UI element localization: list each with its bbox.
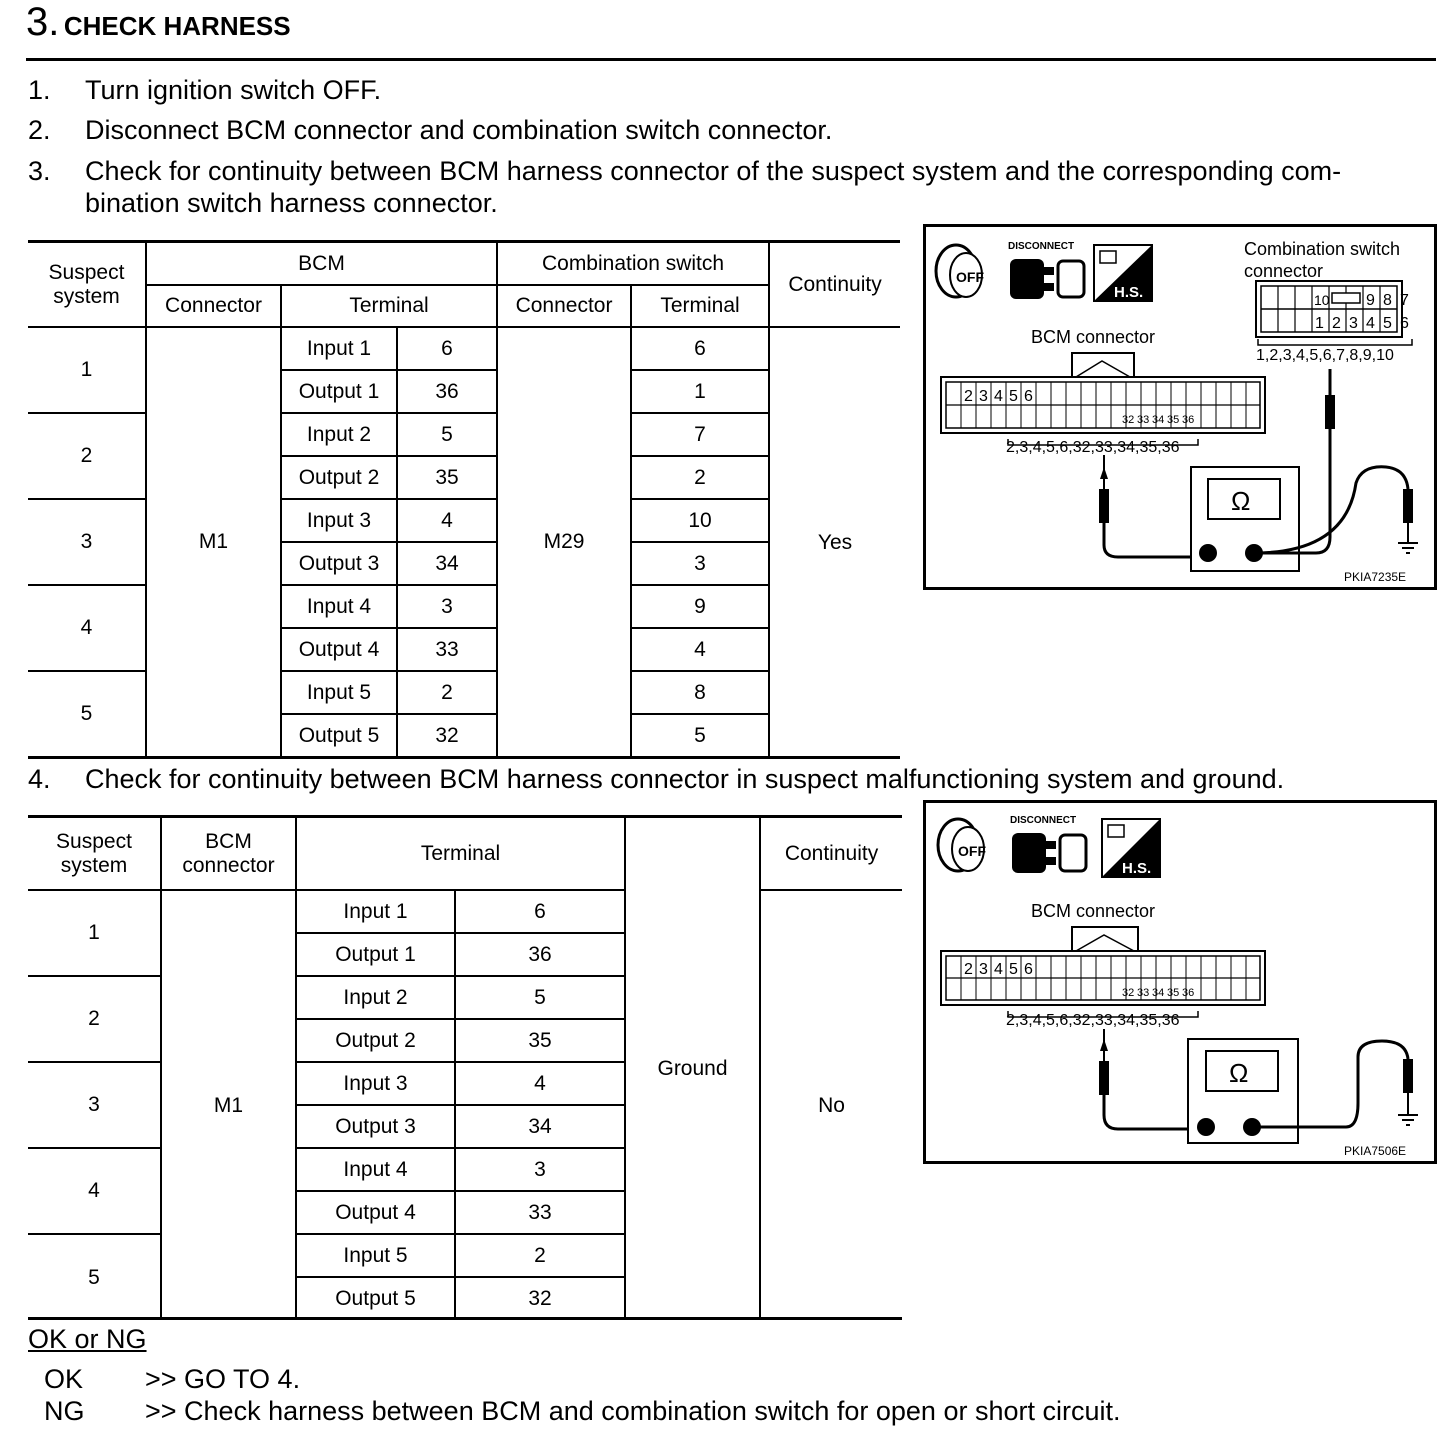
- svg-text:8: 8: [1383, 292, 1392, 309]
- suspect-system-cell: 3: [28, 1062, 161, 1148]
- bcm-connector-label: BCM connector: [1031, 901, 1156, 921]
- combo-terminal: 1: [631, 370, 769, 413]
- svg-text:35: 35: [1167, 414, 1180, 426]
- figure-combination-switch-check: [923, 224, 1437, 590]
- svg-text:4: 4: [994, 961, 1003, 978]
- table1-bottom-rule: [28, 756, 900, 759]
- svg-text:DISCONNECT: DISCONNECT: [1010, 815, 1077, 826]
- terminal-number: 6: [455, 890, 625, 933]
- table-row: [28, 890, 902, 933]
- svg-text:36: 36: [1182, 987, 1195, 999]
- step-text: Disconnect BCM connector and combination switch connector.: [85, 115, 833, 145]
- suspect-system-cell: 2: [28, 976, 161, 1062]
- figure-code: PKIA7506E: [1344, 1144, 1407, 1158]
- title-rule: [26, 58, 1436, 61]
- svg-text:34: 34: [1152, 414, 1165, 426]
- terminal-number: 34: [455, 1105, 625, 1148]
- svg-text:9: 9: [1366, 292, 1375, 309]
- combo-terminal: 5: [631, 714, 769, 757]
- figure-ground-check: [923, 800, 1437, 1164]
- terminal-label: Output 3: [281, 542, 397, 585]
- bcm-connector-label: BCM connector: [1031, 327, 1156, 347]
- combo-terminal: 9: [631, 585, 769, 628]
- disconnect-icon: [1010, 815, 1086, 873]
- svg-text:33: 33: [1137, 987, 1150, 999]
- col-bcm: BCM: [146, 243, 497, 285]
- combo-terminal: 3: [631, 542, 769, 585]
- svg-text:4: 4: [1366, 315, 1375, 332]
- terminal-number: 6: [397, 327, 497, 370]
- step-2: [28, 114, 1438, 146]
- terminal-label: Output 5: [281, 714, 397, 757]
- ignition-off-icon: [938, 819, 986, 871]
- step-1: [28, 74, 1438, 106]
- page-title: [26, 0, 291, 46]
- col-combo-connector: Connector: [497, 285, 631, 327]
- suspect-system-cell: 4: [28, 1148, 161, 1234]
- svg-text:4: 4: [994, 388, 1003, 405]
- bcm-connector-cell: M1: [161, 890, 296, 1320]
- step-number: 2.: [28, 115, 51, 145]
- table2-bottom-rule: [28, 1317, 902, 1320]
- col-bcm-terminal: Terminal: [281, 285, 497, 327]
- combo-connector-label: Combination switch: [1244, 239, 1401, 259]
- step-number: 3.: [28, 156, 51, 186]
- svg-text:DISCONNECT: DISCONNECT: [1008, 241, 1075, 252]
- step-text: Check for continuity between BCM harness connector in suspect malfunctioning system and ground.: [85, 764, 1285, 794]
- svg-text:1: 1: [1315, 315, 1324, 332]
- terminal-number: 4: [455, 1062, 625, 1105]
- svg-text:3: 3: [979, 961, 988, 978]
- figure-code: PKIA7235E: [1344, 570, 1407, 584]
- terminal-label: Input 5: [281, 671, 397, 714]
- combo-connector-label-2: connector: [1244, 261, 1324, 281]
- terminal-number: 36: [397, 370, 497, 413]
- svg-text:34: 34: [1152, 987, 1165, 999]
- bcm-connector: [941, 927, 1265, 1005]
- hs-icon: [1102, 819, 1160, 877]
- terminal-label: Input 2: [296, 976, 455, 1019]
- continuity-table-bcm-combo: [28, 243, 900, 758]
- col-continuity: Continuity: [760, 818, 902, 890]
- terminal-number: 5: [397, 413, 497, 456]
- col-continuity: Continuity: [769, 243, 900, 327]
- section-title: CHECK HARNESS: [63, 11, 291, 41]
- probe-left: [1099, 1061, 1109, 1095]
- hs-icon: [1094, 245, 1152, 301]
- combo-terminal: 8: [631, 671, 769, 714]
- combo-terminal: 10: [631, 499, 769, 542]
- table-row: [28, 327, 900, 370]
- svg-text:OFF: OFF: [956, 269, 984, 285]
- suspect-system-cell: 1: [28, 327, 146, 413]
- ok-or-ng-heading: OK or NG: [28, 1324, 147, 1354]
- terminal-label: Input 5: [296, 1234, 455, 1277]
- disconnect-icon: [1008, 241, 1084, 299]
- combo-terminal: 7: [631, 413, 769, 456]
- bcm-pin-list: 2,3,4,5,6,32,33,34,35,36: [1006, 439, 1180, 456]
- suspect-system-cell: 3: [28, 499, 146, 585]
- col-combination-switch: Combination switch: [497, 243, 769, 285]
- terminal-number: 35: [397, 456, 497, 499]
- terminal-number: 35: [455, 1019, 625, 1062]
- terminal-label: Input 3: [281, 499, 397, 542]
- ng-label: NG: [44, 1396, 85, 1426]
- svg-text:H.S.: H.S.: [1122, 860, 1152, 877]
- terminal-number: 33: [455, 1191, 625, 1234]
- col-suspect-system: Suspect system: [28, 818, 161, 890]
- probe-left: [1099, 489, 1109, 523]
- terminal-number: 5: [455, 976, 625, 1019]
- ng-action: >> Check harness between BCM and combination switch for open or short circuit.: [145, 1396, 1121, 1426]
- step-text: Turn ignition switch OFF.: [85, 75, 382, 105]
- svg-text:10: 10: [1314, 292, 1330, 308]
- terminal-label: Input 4: [281, 585, 397, 628]
- ohm-symbol: Ω: [1231, 486, 1251, 516]
- combination-switch-connector: [1256, 281, 1409, 337]
- terminal-label: Input 1: [281, 327, 397, 370]
- svg-text:2: 2: [964, 961, 973, 978]
- svg-text:H.S.: H.S.: [1114, 284, 1144, 301]
- col-suspect-system: Suspect system: [28, 243, 146, 327]
- terminal-number: 36: [455, 933, 625, 976]
- bcm-connector-cell: M1: [146, 327, 281, 757]
- col-bcm-connector: BCM connector: [161, 818, 296, 890]
- col-combo-terminal: Terminal: [631, 285, 769, 327]
- terminal-label: Output 2: [281, 456, 397, 499]
- terminal-label: Output 3: [296, 1105, 455, 1148]
- probe-ground: [1403, 1059, 1413, 1093]
- suspect-system-cell: 1: [28, 890, 161, 976]
- ok-label: OK: [44, 1364, 84, 1394]
- probe-ground: [1403, 489, 1413, 523]
- svg-text:6: 6: [1024, 388, 1033, 405]
- col-bcm-connector: Connector: [146, 285, 281, 327]
- svg-text:5: 5: [1383, 315, 1392, 332]
- combo-terminal: 4: [631, 628, 769, 671]
- combo-terminal: 2: [631, 456, 769, 499]
- step-text: Check for continuity between BCM harness connector of the suspect system and the corresponding com-: [85, 156, 1342, 186]
- combo-connector-cell: M29: [497, 327, 631, 757]
- terminal-label: Input 4: [296, 1148, 455, 1191]
- step-4: [28, 763, 1438, 795]
- ok-action: >> GO TO 4.: [145, 1364, 301, 1394]
- terminal-label: Output 4: [296, 1191, 455, 1234]
- ground-cell: Ground: [625, 818, 760, 1320]
- ignition-off-icon: [936, 245, 984, 297]
- svg-text:6: 6: [1024, 961, 1033, 978]
- terminal-number: 3: [455, 1148, 625, 1191]
- terminal-number: 2: [455, 1234, 625, 1277]
- suspect-system-cell: 5: [28, 1234, 161, 1320]
- combo-terminal: 6: [631, 327, 769, 370]
- svg-text:35: 35: [1167, 987, 1180, 999]
- terminal-number: 32: [455, 1277, 625, 1320]
- section-number: 3.: [26, 0, 60, 44]
- step-number: 1.: [28, 75, 51, 105]
- svg-text:33: 33: [1137, 414, 1150, 426]
- svg-text:5: 5: [1009, 388, 1018, 405]
- suspect-system-cell: 2: [28, 413, 146, 499]
- terminal-number: 4: [397, 499, 497, 542]
- svg-text:3: 3: [979, 388, 988, 405]
- terminal-number: 2: [397, 671, 497, 714]
- svg-text:6: 6: [1400, 315, 1409, 332]
- svg-text:2: 2: [1332, 315, 1341, 332]
- terminal-label: Output 1: [281, 370, 397, 413]
- terminal-number: 3: [397, 585, 497, 628]
- terminal-label: Input 2: [281, 413, 397, 456]
- svg-text:36: 36: [1182, 414, 1195, 426]
- terminal-number: 33: [397, 628, 497, 671]
- bcm-pin-list: 2,3,4,5,6,32,33,34,35,36: [1006, 1012, 1180, 1029]
- combo-pin-list: 1,2,3,4,5,6,7,8,9,10: [1256, 347, 1394, 364]
- step-3: [28, 155, 1438, 219]
- svg-text:OFF: OFF: [958, 843, 986, 859]
- svg-text:5: 5: [1009, 961, 1018, 978]
- svg-text:32: 32: [1122, 414, 1135, 426]
- step-number: 4.: [28, 764, 51, 794]
- terminal-label: Output 2: [296, 1019, 455, 1062]
- diagram-svg: [926, 227, 1434, 587]
- col-terminal: Terminal: [296, 818, 625, 890]
- step-text-continued: bination switch harness connector.: [85, 188, 498, 218]
- terminal-number: 32: [397, 714, 497, 757]
- terminal-label: Output 4: [281, 628, 397, 671]
- continuity-cell: Yes: [769, 327, 900, 757]
- svg-text:7: 7: [1400, 292, 1409, 309]
- terminal-label: Output 5: [296, 1277, 455, 1320]
- bcm-connector: [941, 353, 1265, 433]
- svg-text:32: 32: [1122, 987, 1135, 999]
- probe-combo: [1325, 395, 1335, 429]
- terminal-label: Output 1: [296, 933, 455, 976]
- suspect-system-cell: 4: [28, 585, 146, 671]
- diagram-svg: [926, 803, 1434, 1161]
- continuity-table-bcm-ground: [28, 818, 902, 1320]
- terminal-label: Input 3: [296, 1062, 455, 1105]
- terminal-label: Input 1: [296, 890, 455, 933]
- terminal-number: 34: [397, 542, 497, 585]
- svg-text:3: 3: [1349, 315, 1358, 332]
- ohm-symbol: Ω: [1229, 1058, 1249, 1088]
- continuity-cell: No: [760, 890, 902, 1320]
- suspect-system-cell: 5: [28, 671, 146, 757]
- svg-text:2: 2: [964, 388, 973, 405]
